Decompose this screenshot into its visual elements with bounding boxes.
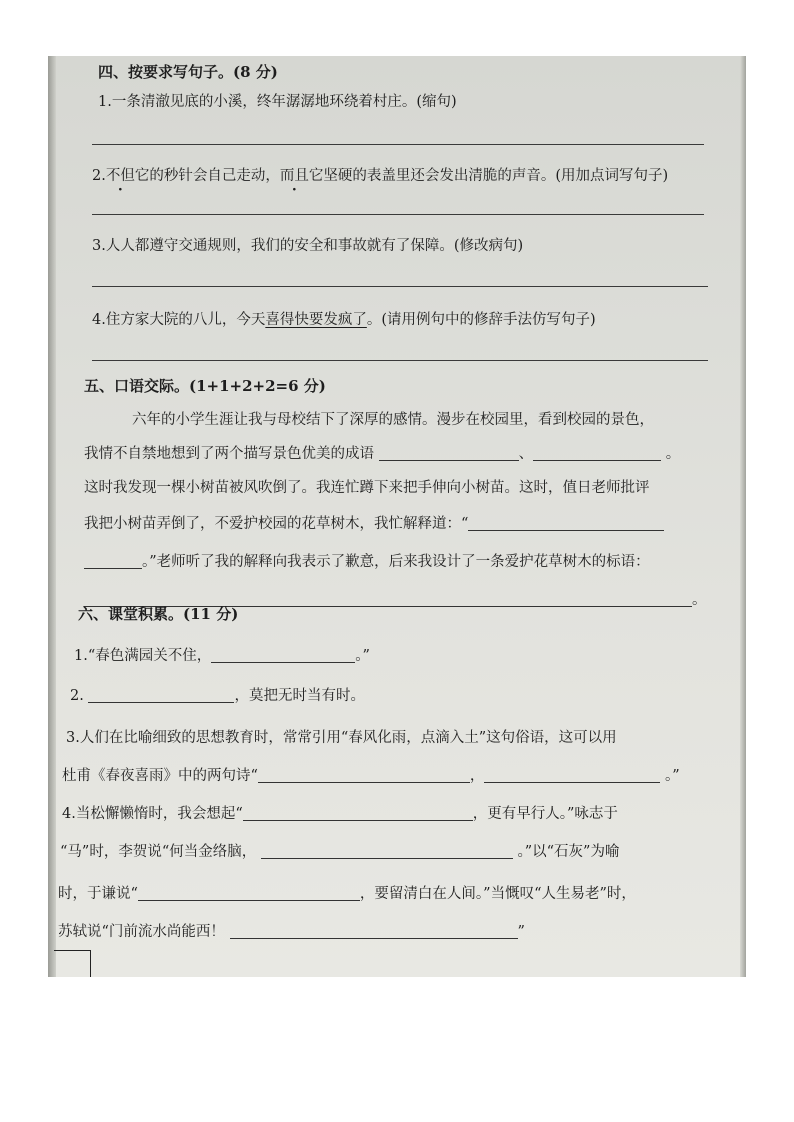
section4-q1: 1.一条清澈见底的小溪，终年潺潺地环绕着村庄。(缩句) — [98, 94, 457, 110]
q4-lime-prefix: 时，于谦说“ — [58, 886, 138, 902]
section5-para-line1: 六年的小学生涯让我与母校结下了深厚的感情。漫步在校园里，看到校园的景色， — [132, 412, 654, 428]
section5-para-line2 — [84, 444, 680, 464]
section6-q1 — [74, 646, 370, 666]
answer-line-q3[interactable] — [92, 286, 708, 287]
paper-left-edge — [48, 56, 56, 977]
q4-instruction: 。(请用例句中的修辞手法仿写句子) — [366, 312, 596, 328]
period: 。 — [665, 446, 681, 462]
slogan-prompt: 。”老师听了我的解释向我表示了歉意，后来我设计了一条爱护花草树木的标语： — [142, 554, 650, 570]
section6-q4-line3 — [58, 884, 636, 904]
idiom-blank-1[interactable] — [379, 446, 519, 461]
q3-prefix: 杜甫《春夜喜雨》中的两句诗“ — [62, 768, 258, 784]
section6-q4-line4 — [58, 922, 525, 942]
q1-poem-prefix: 1.“春色满园关不住， — [74, 648, 212, 664]
q4-prefix: 4.当松懈懒惰时，我会想起“ — [62, 806, 243, 822]
q1-blank[interactable] — [211, 648, 355, 663]
answer-line-q2[interactable] — [92, 214, 704, 215]
idiom-prompt: 我情不自禁地想到了两个描写景色优美的成语 — [84, 446, 374, 462]
q4-blank-4[interactable] — [230, 924, 518, 939]
explain-blank-part2[interactable] — [84, 554, 142, 569]
exam-paper — [48, 56, 746, 977]
q2-blank[interactable] — [88, 688, 234, 703]
q4-horse-end: 。”以“石灰”为喻 — [517, 844, 620, 860]
paper-right-edge — [740, 56, 746, 977]
idiom-blank-2[interactable] — [533, 446, 661, 461]
q2-middle: 它的秒针会自己走动， — [134, 168, 280, 184]
q4-lime-end: ，要留清白在人间。”当慨叹“人生易老”时， — [359, 886, 636, 902]
section6-q3-line2 — [62, 766, 680, 786]
q3-blank-2[interactable] — [484, 768, 660, 783]
q3-separator: ， — [469, 768, 485, 784]
q2-rest: 它坚硬的表盖里还会发出清脆的声音。(用加点词写句子) — [308, 168, 669, 184]
section6-title: 六、课堂积累。(11 分) — [78, 605, 239, 623]
q4-horse-prefix: “马”时，李贺说“何当金络脑， — [60, 844, 257, 860]
explain-prompt: 我把小树苗弄倒了，不爱护校园的花草树木，我忙解释道：“ — [84, 516, 469, 532]
q2-number: 2. — [70, 688, 84, 704]
section6-q3-line1: 3.人们在比喻细致的思想教育时，常常引用“春风化雨，点滴入土”这句俗语，这可以用 — [66, 730, 617, 746]
q4-blank-2[interactable] — [261, 844, 513, 859]
idiom-separator: 、 — [518, 446, 534, 462]
q4-blank-3[interactable] — [138, 886, 360, 901]
section5-title: 五、口语交际。(1+1+2+2=6 分) — [84, 377, 326, 395]
q2-dotted-word-2: 而且 — [279, 168, 309, 184]
section6-q4-line2 — [60, 842, 619, 862]
q4-underlined-phrase: 喜得快要发疯了 — [265, 312, 367, 328]
section6-q4-line1 — [62, 804, 618, 824]
q3-blank-1[interactable] — [258, 768, 470, 783]
q4-prefix: 4.住方家大院的八儿，今天 — [92, 312, 266, 328]
q4-sushi-end: ” — [517, 924, 525, 940]
section6-q2 — [70, 686, 365, 706]
section4-q2 — [92, 166, 668, 186]
explain-blank-part1[interactable] — [468, 516, 664, 531]
q2-poem-end: ，莫把无时当有时。 — [234, 688, 365, 704]
section4-q4 — [92, 310, 596, 330]
section5-para-line3: 这时我发现一棵小树苗被风吹倒了。我连忙蹲下来把手伸向小树苗。这时，值日老师批评 — [84, 480, 650, 496]
section4-q3: 3.人人都遵守交通规则，我们的安全和事故就有了保障。(修改病句) — [92, 238, 524, 254]
score-box-corner — [54, 950, 91, 977]
q3-end: 。” — [665, 768, 680, 784]
q4-sushi-prefix: 苏轼说“门前流水尚能西！ — [58, 924, 225, 940]
section5-para-line5 — [84, 552, 650, 572]
q4-continue: ，更有早行人。”咏志于 — [472, 806, 618, 822]
section5-para-line4 — [84, 514, 664, 534]
answer-line-q4[interactable] — [92, 360, 708, 361]
q2-dotted-word-1: 不但 — [105, 168, 135, 184]
q1-end: 。” — [355, 648, 370, 664]
section4-title: 四、按要求写句子。(8 分) — [98, 63, 278, 81]
q4-blank-1[interactable] — [243, 806, 473, 821]
q2-number: 2. — [92, 168, 106, 184]
answer-line-q1[interactable] — [92, 144, 704, 145]
period: 。 — [692, 592, 707, 608]
